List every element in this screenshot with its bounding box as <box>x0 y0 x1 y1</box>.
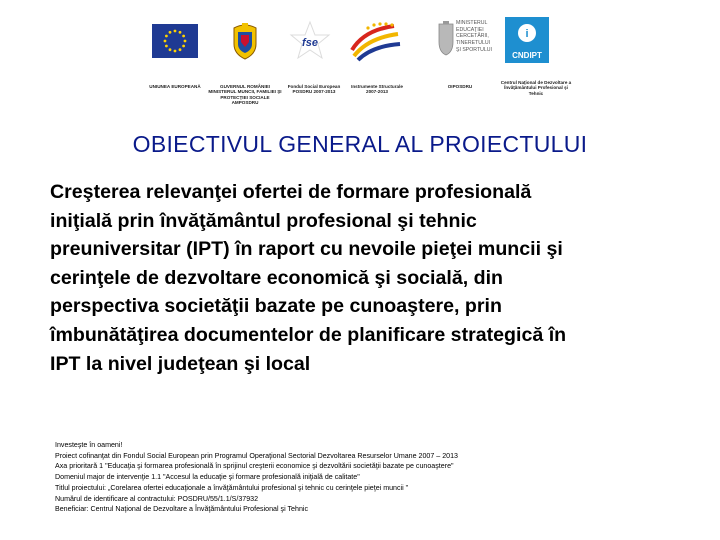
objective-line: Creşterea relevanţei ofertei de formare profesională <box>50 181 532 203</box>
project-footer <box>55 440 695 515</box>
fse-mark-text: fse <box>302 37 318 49</box>
eu-caption: UNIUNEA EUROPEANĂ <box>149 84 201 89</box>
instrumente-structurale-caption: Instrumente Structurale 2007-2013 <box>351 84 403 95</box>
cndipt-logo <box>505 17 549 63</box>
footer-line: Proiect cofinanţat din Fondul Social European prin Programul Operaţional Sectorial Dezvoltarea Resurselor Umane 2007 – 2013 <box>55 451 458 460</box>
objective-line: iniţială prin învăţământul profesional şi tehnic <box>50 209 477 232</box>
svg-text:i: i <box>525 28 529 40</box>
government-caption: GUVERNUL ROMÂNIEI MINISTERUL MUNCII, FAMILIEI ŞI PROTECŢIEI SOCIALE AMPOSDRU <box>208 84 282 106</box>
footer-line: Numărul de identificare al contractului: POSDRU/55/1.1/S/37932 <box>55 494 259 503</box>
footer-line: Axa prioritară 1 "Educaţia şi formarea profesională în sprijinul creşterii economice şi dezvoltării societăţii bazate pe cunoaştere" <box>55 462 454 471</box>
objective-line: perspectiva societăţii bazate pe cunoaştere, prin <box>50 295 502 318</box>
objective-text <box>50 178 690 378</box>
instrumente-structurale-logo <box>346 16 406 66</box>
objective-line: preuniversitar (IPT) în raport cu nevoile pieţei muncii şi <box>50 238 563 261</box>
cndipt-mark-text: CNDIPT <box>512 51 542 60</box>
footer-line: Domeniul major de intervenţie 1.1 "Accesul la educaţie şi formare profesională iniţială de calitate" <box>55 473 360 482</box>
footer-line: Titlul proiectului: „Corelarea ofertei educaţionale a învăţământului profesional şi tehnic cu cerinţele pieţei muncii ” <box>55 483 409 492</box>
page-title: OBIECTIVUL GENERAL AL PROIECTULUI <box>132 131 588 157</box>
fse-logo <box>289 20 331 62</box>
objective-line: îmbunătăţirea documentelor de planificare strategică în <box>50 323 567 346</box>
objective-line: cerinţele de dezvoltare economică şi socială, din <box>50 266 504 289</box>
footer-line: Investeşte în oameni! <box>55 441 123 449</box>
ministry-education-wordmark: MINISTERUL EDUCAŢIEI CERCETĂRII, TINERETULUI ŞI SPORTULUI <box>456 20 492 53</box>
eu-flag-logo <box>152 24 198 58</box>
cndipt-caption: Centrul Naţional de Dezvoltare a Învăţământului Profesional şi Tehnic <box>500 80 572 96</box>
oiposdru-caption: OIPOSDRU <box>447 84 473 89</box>
ministry-education-crest-logo <box>438 20 454 56</box>
objective-line: IPT la nivel judeţean şi local <box>50 352 311 375</box>
fse-caption: Fondul Social European POSDRU 2007-2013 <box>287 84 341 95</box>
romania-coat-of-arms-logo <box>231 20 259 60</box>
footer-line: Beneficiar: Centrul Naţional de Dezvoltare a Învăţământului Profesional şi Tehnic <box>55 505 309 514</box>
